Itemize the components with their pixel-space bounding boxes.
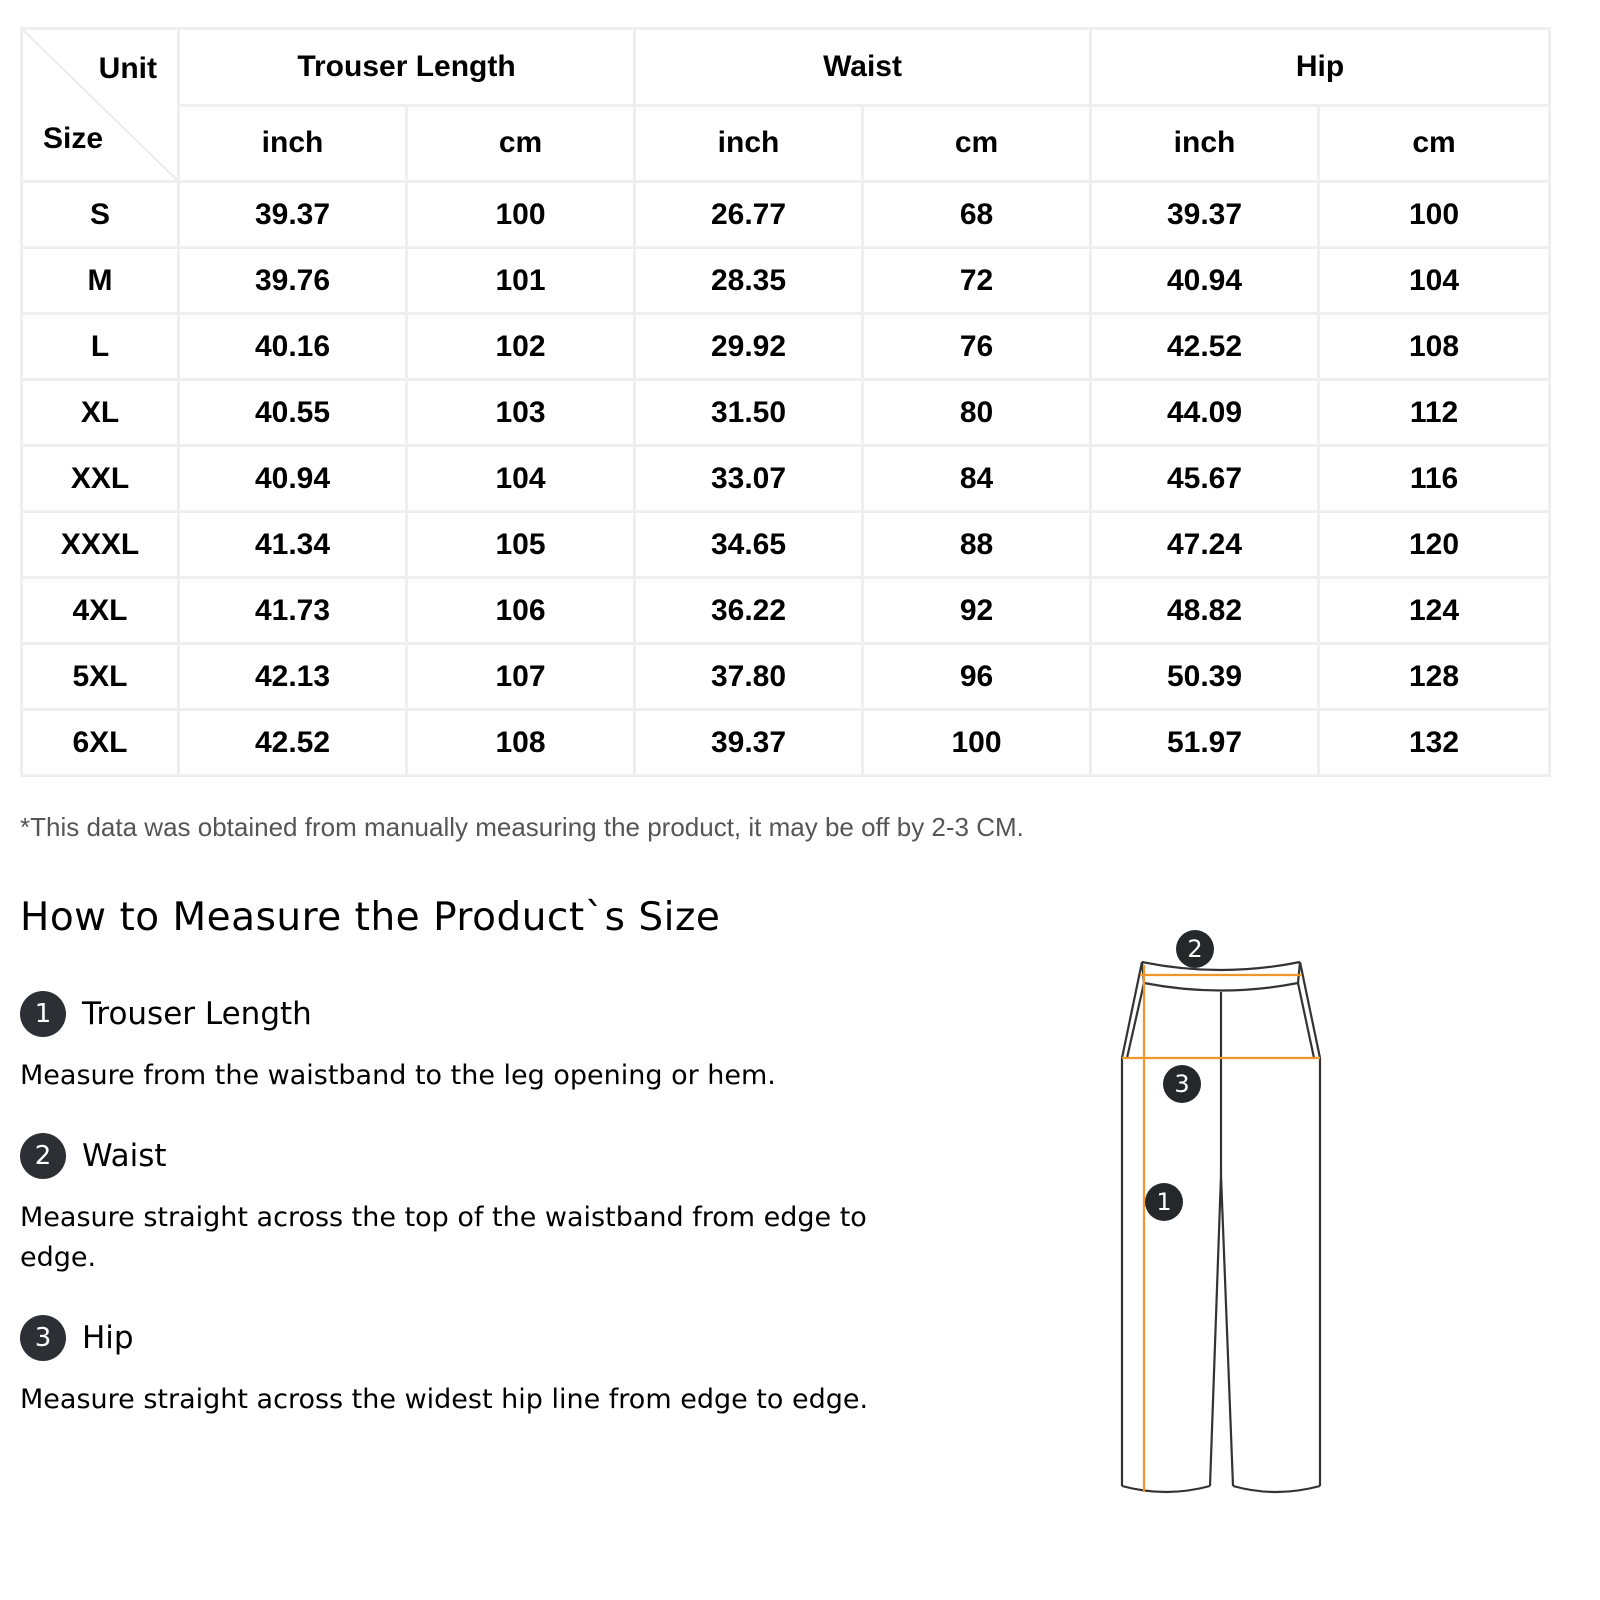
- measurement-cell: 108: [1319, 314, 1550, 380]
- measurement-cell: 128: [1319, 644, 1550, 710]
- measurement-cell: 44.09: [1091, 380, 1319, 446]
- step-description: Measure straight across the widest hip line from edge to edge.: [20, 1384, 869, 1415]
- table-row: [22, 644, 1550, 710]
- measurement-cell: 45.67: [1091, 446, 1319, 512]
- header-unit-row: [22, 105, 1550, 182]
- measurement-cell: 84: [863, 446, 1091, 512]
- measurement-cell: 108: [407, 710, 635, 776]
- table-row: [22, 512, 1550, 578]
- size-cell: XL: [22, 380, 179, 446]
- unit-label: Unit: [98, 52, 157, 85]
- number-1-icon: 1: [20, 991, 66, 1037]
- unit-header: cm: [863, 105, 1091, 182]
- measurement-cell: 37.80: [635, 644, 863, 710]
- size-cell: 6XL: [22, 710, 179, 776]
- size-cell: L: [22, 314, 179, 380]
- measurement-cell: 48.82: [1091, 578, 1319, 644]
- measurement-cell: 104: [1319, 248, 1550, 314]
- measurement-cell: 100: [407, 182, 635, 248]
- measurement-cell: 124: [1319, 578, 1550, 644]
- measurement-cell: 26.77: [635, 182, 863, 248]
- measurement-cell: 104: [407, 446, 635, 512]
- measurement-cell: 36.22: [635, 578, 863, 644]
- size-rows: [22, 182, 1550, 776]
- step-description: Measure straight across the top of the waistband from edge to edge.: [20, 1202, 867, 1273]
- size-cell: XXL: [22, 446, 179, 512]
- measurement-cell: 40.94: [179, 446, 407, 512]
- corner-header-cell: [22, 29, 179, 182]
- measurement-cell: 96: [863, 644, 1091, 710]
- table-row: [22, 380, 1550, 446]
- measurement-cell: 100: [863, 710, 1091, 776]
- measurement-cell: 102: [407, 314, 635, 380]
- number-2-icon: 2: [20, 1133, 66, 1179]
- group-header-waist: Waist: [635, 29, 1091, 106]
- measurement-cell: 51.97: [1091, 710, 1319, 776]
- size-cell: 5XL: [22, 644, 179, 710]
- measurement-cell: 72: [863, 248, 1091, 314]
- measurement-cell: 40.55: [179, 380, 407, 446]
- measurement-cell: 106: [407, 578, 635, 644]
- step-name: Hip: [82, 1320, 134, 1356]
- measurement-cell: 50.39: [1091, 644, 1319, 710]
- measurement-cell: 29.92: [635, 314, 863, 380]
- measurement-cell: 116: [1319, 446, 1550, 512]
- measurement-cell: 40.94: [1091, 248, 1319, 314]
- measurement-cell: 39.37: [635, 710, 863, 776]
- measurement-cell: 34.65: [635, 512, 863, 578]
- measurement-cell: 112: [1319, 380, 1550, 446]
- measurement-cell: 39.76: [179, 248, 407, 314]
- guide-title: How to Measure the Product`s Size: [20, 895, 721, 940]
- step-description: Measure from the waistband to the leg opening or hem.: [20, 1060, 776, 1091]
- measurement-cell: 41.34: [179, 512, 407, 578]
- measurement-cell: 31.50: [635, 380, 863, 446]
- trousers-outline-icon: [1100, 920, 1350, 1520]
- measurement-cell: 107: [407, 644, 635, 710]
- measurement-cell: 105: [407, 512, 635, 578]
- measurement-cell: 41.73: [179, 578, 407, 644]
- guide-step-hip: [20, 1312, 870, 1420]
- unit-header: inch: [1091, 105, 1319, 182]
- marker-length-icon: 1: [1145, 1183, 1183, 1221]
- guide-step-waist: [20, 1130, 870, 1278]
- measurement-cell: 92: [863, 578, 1091, 644]
- measurement-cell: 42.13: [179, 644, 407, 710]
- unit-header: inch: [635, 105, 863, 182]
- step-name: Waist: [82, 1138, 167, 1174]
- table-row: [22, 248, 1550, 314]
- table-row: [22, 446, 1550, 512]
- guide-step-trouser-length: [20, 988, 870, 1096]
- unit-header: cm: [407, 105, 635, 182]
- measurement-cell: 132: [1319, 710, 1550, 776]
- measure-guide: [20, 888, 870, 1454]
- group-header-hip: Hip: [1091, 29, 1550, 106]
- measurement-cell: 100: [1319, 182, 1550, 248]
- number-3-icon: 3: [20, 1315, 66, 1361]
- measurement-cell: 76: [863, 314, 1091, 380]
- measurement-cell: 39.37: [179, 182, 407, 248]
- unit-header: inch: [179, 105, 407, 182]
- measurement-cell: 42.52: [179, 710, 407, 776]
- table-row: [22, 314, 1550, 380]
- measurement-cell: 103: [407, 380, 635, 446]
- size-cell: XXXL: [22, 512, 179, 578]
- size-label: Size: [43, 122, 104, 155]
- step-name: Trouser Length: [82, 996, 312, 1032]
- measurement-cell: 68: [863, 182, 1091, 248]
- size-chart-table: [20, 27, 1551, 777]
- measurement-footnote: *This data was obtained from manually measuring the product, it may be off by 2-3 CM.: [20, 812, 1024, 842]
- marker-waist-icon: 2: [1176, 930, 1214, 968]
- measurement-cell: 40.16: [179, 314, 407, 380]
- measurement-cell: 33.07: [635, 446, 863, 512]
- group-header-trouser-length: Trouser Length: [179, 29, 635, 106]
- size-cell: M: [22, 248, 179, 314]
- table-row: [22, 578, 1550, 644]
- unit-header: cm: [1319, 105, 1550, 182]
- measurement-cell: 42.52: [1091, 314, 1319, 380]
- trousers-diagram: [1100, 920, 1350, 1520]
- size-cell: 4XL: [22, 578, 179, 644]
- size-cell: S: [22, 182, 179, 248]
- measurement-cell: 28.35: [635, 248, 863, 314]
- measurement-cell: 39.37: [1091, 182, 1319, 248]
- measurement-cell: 80: [863, 380, 1091, 446]
- marker-hip-icon: 3: [1163, 1065, 1201, 1103]
- measurement-cell: 120: [1319, 512, 1550, 578]
- measurement-cell: 101: [407, 248, 635, 314]
- table-row: [22, 710, 1550, 776]
- header-group-row: [22, 29, 1550, 106]
- table-row: [22, 182, 1550, 248]
- measurement-cell: 47.24: [1091, 512, 1319, 578]
- measurement-cell: 88: [863, 512, 1091, 578]
